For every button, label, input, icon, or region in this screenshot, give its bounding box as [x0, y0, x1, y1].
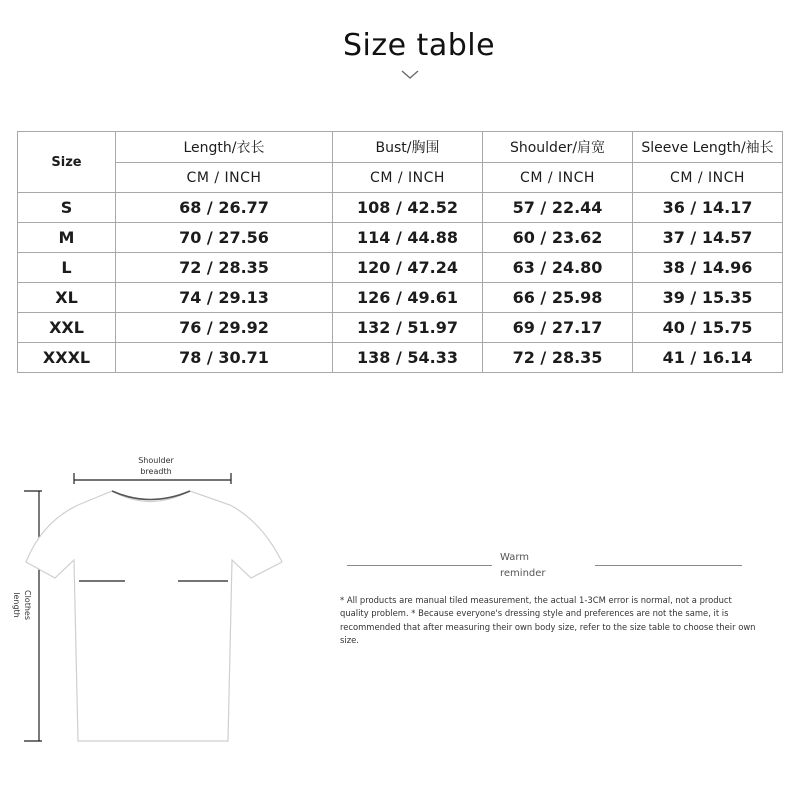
size-column-header: Size [18, 132, 116, 193]
length-cell: 74 / 29.13 [116, 283, 333, 313]
shoulder-cell: 63 / 24.80 [483, 253, 633, 283]
bust-cell: 108 / 42.52 [333, 193, 483, 223]
chevron-down-icon [400, 70, 420, 80]
clothes-length-label [11, 583, 33, 627]
shoulder-label-line2: breadth [140, 467, 172, 476]
bust-cell: 138 / 54.33 [333, 343, 483, 373]
length-cell: 72 / 28.35 [116, 253, 333, 283]
sleeve-cell: 38 / 14.96 [633, 253, 783, 283]
reminder-rule-left [347, 565, 492, 566]
size-cell: XL [18, 283, 116, 313]
reminder-title-line1: Warm [500, 552, 530, 563]
table-header-row [18, 132, 783, 163]
reminder-title-line2: reminder [500, 568, 546, 579]
sleeve-cell: 40 / 15.75 [633, 313, 783, 343]
sleeve-cell: 36 / 14.17 [633, 193, 783, 223]
unit-label: CM / INCH [116, 163, 333, 193]
size-cell: M [18, 223, 116, 253]
table-row [18, 343, 783, 373]
shoulder-cell: 72 / 28.35 [483, 343, 633, 373]
shoulder-cell: 69 / 27.17 [483, 313, 633, 343]
tshirt-diagram [0, 440, 320, 760]
bust-cell: 132 / 51.97 [333, 313, 483, 343]
size-cell: XXXL [18, 343, 116, 373]
column-header-length: Length/衣长 [116, 132, 333, 163]
column-header-shoulder: Shoulder/肩宽 [483, 132, 633, 163]
tshirt-outline [26, 491, 282, 741]
table-row [18, 193, 783, 223]
unit-label: CM / INCH [483, 163, 633, 193]
length-cell: 76 / 29.92 [116, 313, 333, 343]
shoulder-cell: 60 / 23.62 [483, 223, 633, 253]
sleeve-cell: 41 / 16.14 [633, 343, 783, 373]
unit-label: CM / INCH [333, 163, 483, 193]
unit-label: CM / INCH [633, 163, 783, 193]
length-label-line1: Clothes [23, 590, 32, 620]
size-cell: L [18, 253, 116, 283]
shoulder-label-line1: Shoulder [138, 456, 174, 465]
length-cell: 68 / 26.77 [116, 193, 333, 223]
column-header-sleeve: Sleeve Length/袖长 [633, 132, 783, 163]
sleeve-cell: 37 / 14.57 [633, 223, 783, 253]
bust-cell: 114 / 44.88 [333, 223, 483, 253]
sleeve-cell: 39 / 15.35 [633, 283, 783, 313]
table-row [18, 253, 783, 283]
shoulder-breadth-label [126, 455, 186, 477]
table-row [18, 313, 783, 343]
shoulder-cell: 57 / 22.44 [483, 193, 633, 223]
size-cell: S [18, 193, 116, 223]
shoulder-cell: 66 / 25.98 [483, 283, 633, 313]
unit-row [18, 163, 783, 193]
column-header-bust: Bust/胸围 [333, 132, 483, 163]
size-table [17, 131, 783, 373]
length-cell: 78 / 30.71 [116, 343, 333, 373]
reminder-note: * All products are manual tiled measurement, the actual 1-3CM error is normal, not a product quality problem. * Because everyone's dressing style and preferences are not the same, it is recommended that after measuring their own body size, refer to the size table to choose their own size. [340, 595, 756, 646]
bust-cell: 126 / 49.61 [333, 283, 483, 313]
table-row [18, 283, 783, 313]
length-label-line2: length [12, 592, 21, 618]
reminder-rule-right [595, 565, 742, 566]
size-cell: XXL [18, 313, 116, 343]
reminder-title [500, 550, 562, 582]
table-row [18, 223, 783, 253]
bust-cell: 120 / 47.24 [333, 253, 483, 283]
page-title: Size table [342, 28, 496, 63]
length-cell: 70 / 27.56 [116, 223, 333, 253]
